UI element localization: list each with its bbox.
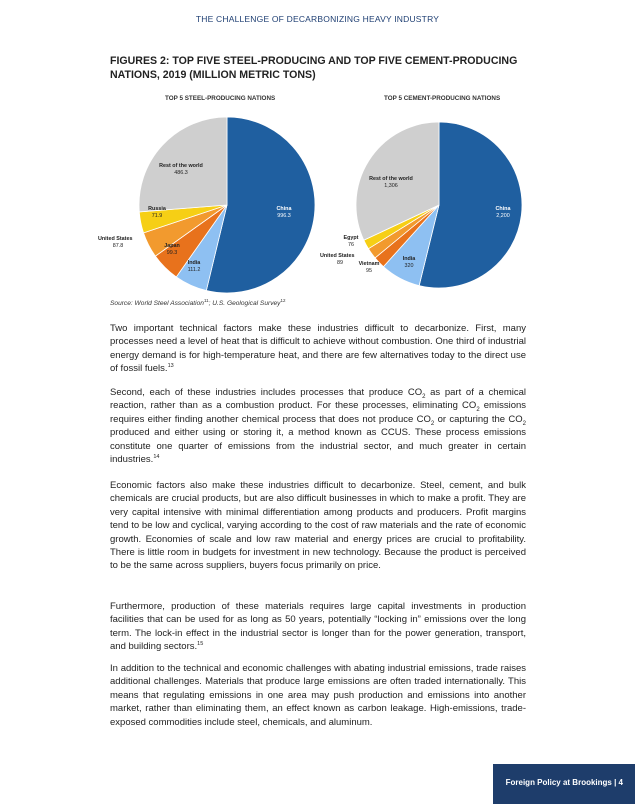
paragraph-text: produced and either using or storing it, a method known as CCUS. These process emissions constitute one quarter of emissions from the industrial sector, and much greater in certain industries. [110, 427, 526, 466]
slice-label-group [320, 253, 354, 266]
slice-label-group [344, 235, 359, 248]
slice-value-label: 2,200 [496, 213, 510, 219]
cement-pie-chart [320, 110, 565, 290]
cement-chart-title: TOP 5 CEMENT-PRODUCING NATIONS [384, 95, 501, 102]
source-ref: 11 [203, 298, 209, 303]
slice-value-label: 996.3 [277, 213, 291, 219]
slice-label-group [277, 206, 293, 219]
slice-label-group [359, 261, 380, 274]
paragraph-text: Second, each of these industries includes processes that produce CO [110, 387, 423, 398]
source-text: ; U.S. Geological Survey [208, 300, 281, 308]
slice-label: India [402, 256, 416, 262]
steel-chart-title: TOP 5 STEEL-PRODUCING NATIONS [165, 95, 276, 102]
slice-label-group [496, 206, 512, 219]
subscript: 2 [522, 420, 526, 427]
running-header: THE CHALLENGE OF DECARBONIZING HEAVY INDUSTRY [195, 14, 440, 24]
source-text: Source: World Steel Association [110, 300, 204, 308]
footnote-ref: 14 [153, 453, 160, 460]
slice-value-label: 1,306 [384, 183, 398, 189]
body-paragraph [110, 386, 526, 466]
slice-label: China [495, 206, 511, 212]
slice-value-label: 320 [404, 263, 414, 269]
slice-value-label: 95 [366, 268, 372, 274]
slice-label: United States [98, 236, 133, 242]
body-paragraph: In addition to the technical and economic challenges with abating industrial emissions, trade raises additional challenges. Materials that produce large emissions are often traded internationally. This means that regulating emissions in one area may push production and emissions into another market, rather than eliminating them, an effect known as carbon leakage. High-emissions, trade-exposed commodities include steel, chemicals, and aluminum. [110, 663, 526, 728]
slice-label: Rest of the world [369, 176, 413, 182]
slice-label: Rest of the world [159, 163, 203, 169]
subscript: 2 [430, 420, 435, 427]
body-paragraph [110, 322, 526, 376]
source-ref: 12 [280, 298, 286, 303]
footnote-ref: 13 [167, 363, 174, 370]
slice-label: Egypt [343, 235, 359, 241]
slice-label: Vietnam [358, 261, 380, 267]
figure-title: FIGURES 2: TOP FIVE STEEL-PRODUCING AND TOP FIVE CEMENT-PRODUCING NATIONS, 2019 (MILLION METRIC TONS) [110, 55, 518, 81]
subscript: 2 [476, 407, 480, 414]
slice-value-label: 76 [348, 242, 354, 248]
paragraph-text: emissions requires either finding another chemical process that does not produce CO [110, 400, 527, 425]
slice-label-group [188, 260, 202, 273]
slice-value-label: 486.3 [174, 170, 188, 176]
paragraph-text: or capturing the CO [434, 413, 523, 425]
figure-source [110, 298, 285, 307]
slice-label: Japan [164, 243, 180, 249]
footnote-ref: 15 [197, 641, 204, 648]
slice-value-label: 111.2 [187, 267, 201, 273]
slice-value-label: 71.9 [151, 213, 163, 219]
steel-pie-chart [98, 110, 348, 290]
slice-value-label: 89 [337, 260, 343, 266]
footer-label: Foreign Policy at Brookings | 4 [505, 778, 623, 787]
slice-value-label: 99.3 [166, 250, 178, 256]
slice-label: China [276, 206, 292, 212]
body-paragraph [110, 600, 526, 654]
subscript: 2 [422, 393, 426, 400]
slice-label-group [98, 236, 132, 249]
slice-label: Russia [148, 206, 166, 212]
slice-value-label: 87.8 [112, 243, 124, 249]
paragraph-text: as part of a chemical reaction, rather than as a combustion product. For these processes, eliminating CO [110, 387, 526, 412]
slice-label: United States [320, 253, 355, 259]
page-footer-band [493, 764, 635, 804]
paragraph-text: Furthermore, production of these materials requires large capital investments in production facilities that can be used for as long as 50 years, potentially “locking in” emissions over the long term. The lock-in effect in the industrial sector is longer than for the power generation, transport, and building sectors. [110, 601, 526, 653]
paragraph-text: Two important technical factors make these industries difficult to decarbonize. First, many processes need a level of heat that is difficult to achieve without combustion. One third of industrial energy demand is for high-temperature heat, and there are few alternatives today to the direct use of fossil fuels. [110, 323, 526, 375]
body-paragraph: Economic factors also make these industries difficult to decarbonize. Steel, cement, and bulk chemicals are crucial products, but are also difficult businesses in which to make a profit. They are very capital intensive with minimal differentiation among products and producers. Profit margins tend to be low and cyclical, varying according to the cost of raw materials and the rate of economic growth. Economies of scale and low raw material and energy prices are crucial to profitability. There is little room in budgets for investment in new technology. Because the product is perceived to be the same across suppliers, buyers focus primarily on price. [110, 480, 526, 572]
slice-label: India [187, 260, 201, 266]
